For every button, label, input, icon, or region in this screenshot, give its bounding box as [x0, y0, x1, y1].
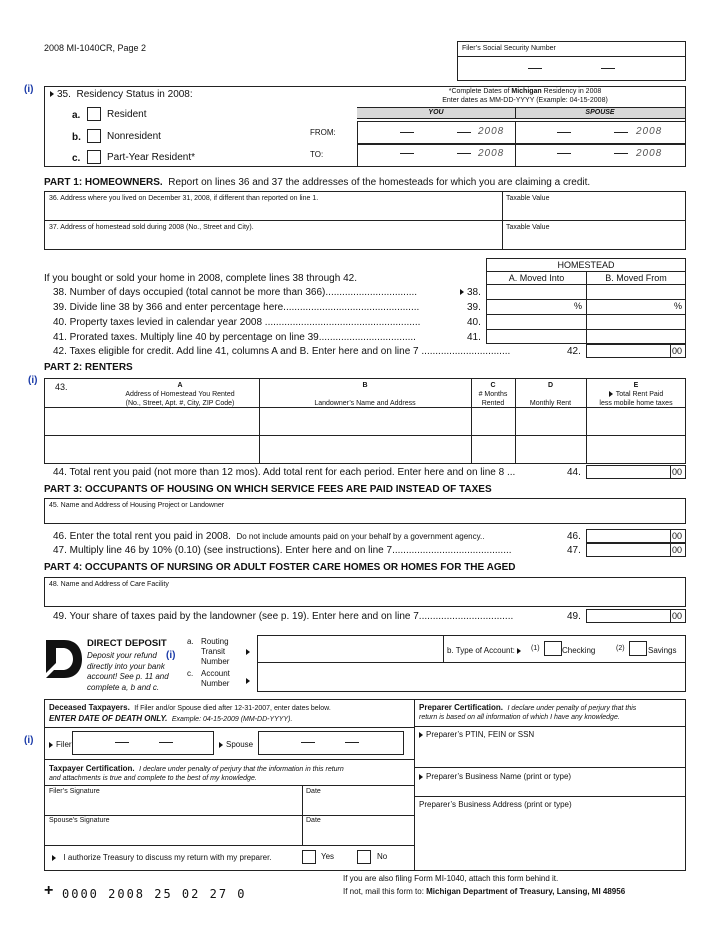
resident-checkbox[interactable] [87, 107, 101, 121]
residency-label: 35. Residency Status in 2008: [50, 89, 193, 100]
line46-cents: 00 [672, 531, 683, 541]
homestead-columns [486, 271, 686, 285]
preparer-ptin-label: Preparer’s PTIN, FEIN or SSN [419, 730, 534, 739]
line47-num: 47. [567, 545, 581, 556]
col-b-header: B Landowner’s Name and Address [314, 382, 416, 407]
line42-label: 42. Taxes eligible for credit. Add line 41, columns A and B. Enter here and on line 7 ................................ [53, 346, 511, 357]
line44-num: 44. [567, 467, 581, 478]
resident-label: Resident [107, 109, 147, 120]
line42-amount[interactable] [586, 344, 686, 358]
line44-label: 44. Total rent you paid (not more than 12 mos). Add total rent for each period. Enter here and on line 8 ... [53, 467, 516, 478]
deceased-enter: ENTER DATE OF DEATH ONLY. Example: 04-15-2009 (MM-DD-YYYY). [49, 714, 293, 723]
line37-box[interactable] [44, 220, 686, 250]
ssn-label: Filer’s Social Security Number [462, 45, 556, 52]
part4-heading: PART 4: OCCUPANTS OF NURSING OR ADULT FOSTER CARE HOMES OR HOMES FOR THE AGED [44, 562, 516, 573]
col-a-header: A Address of Homestead You Rented (No., Street, Apt. #, City, ZIP Code) [125, 382, 235, 407]
nonresident-label: Nonresident [107, 131, 161, 142]
homestead-grid[interactable] [486, 284, 686, 344]
spouse-header: SPOUSE [585, 109, 615, 116]
preparer-address-field[interactable] [415, 810, 685, 870]
ssn-box[interactable] [457, 41, 686, 81]
col-e-header: E Total Rent Paid less mobile home taxes [599, 382, 673, 407]
routing-letter: a. [187, 637, 194, 646]
line39-num: 39. [467, 302, 481, 313]
routing-label: Routing Transit Number [201, 637, 230, 666]
line49-label: 49. Your share of taxes paid by the landowner (see p. 19). Enter here and on line 7.................................. [53, 611, 514, 622]
line44-amount[interactable] [586, 465, 686, 479]
line47-label: 47. Multiply line 46 by 10% (0.10) (see instructions). Enter here and on line 7........................................... [53, 545, 512, 556]
savings-checkbox[interactable] [629, 641, 647, 656]
deceased-filer-label: Filer [49, 740, 72, 749]
footer-note-mail: If not, mail this form to: Michigan Department of Treasury, Lansing, MI 48956 [343, 887, 626, 896]
direct-deposit-logo-icon [44, 638, 84, 680]
authorize-yes-checkbox[interactable] [302, 850, 316, 864]
residency-note: *Complete Dates of Michigan Residency in 2008 [448, 88, 602, 95]
taxpayer-cert-text: and attachments is true and complete to the best of my knowledge. [49, 775, 257, 782]
line37-label: 37. Address of homestead sold during 2008 (No., Street and City). [49, 224, 254, 231]
part1-heading: PART 1: HOMEOWNERS. Report on lines 36 and 37 the addresses of the homesteads for which you are claiming a credit. [44, 177, 591, 188]
line45-label: 45. Name and Address of Housing Project or Landowner [49, 502, 225, 509]
line39-a-pct: % [574, 301, 583, 311]
account-type-label: b. Type of Account: [447, 646, 524, 655]
line48-box[interactable] [44, 577, 686, 607]
authorize-yes-label: Yes [321, 852, 335, 861]
account-number-input[interactable] [257, 662, 686, 692]
moved-from-header: B. Moved From [605, 273, 667, 283]
col-c-header: C # Months Rented [478, 382, 508, 407]
line47-cents: 00 [672, 545, 683, 555]
line36-box[interactable] [44, 191, 686, 221]
routing-number-input[interactable] [257, 635, 444, 663]
deceased-spouse-label: Spouse [219, 740, 253, 749]
preparer-cert-text: return is based on all information of which I have any knowledge. [419, 714, 620, 721]
spouse-death-date[interactable] [258, 731, 404, 755]
line36-taxable-label: Taxable Value [506, 195, 550, 202]
line49-num: 49. [567, 611, 581, 622]
account-label: Account Number [201, 669, 230, 688]
col-d-header: D Monthly Rent [529, 382, 572, 407]
line40-num: 40. [467, 317, 481, 328]
info-mark: (i) [166, 650, 176, 661]
line49-cents: 00 [672, 611, 683, 621]
renters-table [44, 378, 686, 464]
page-header-title: 2008 MI-1040CR, Page 2 [44, 43, 147, 53]
line46-num: 46. [567, 531, 581, 542]
part-year-label: Part-Year Resident* [107, 152, 196, 163]
line43-num: 43. [55, 382, 68, 392]
authorize-no-checkbox[interactable] [357, 850, 371, 864]
spouse-signature-field[interactable] [45, 825, 301, 843]
line41-label: 41. Prorated taxes. Multiply line 40 by percentage on line 39................................... [53, 332, 416, 343]
renter-row-1[interactable] [45, 408, 685, 435]
checking-option-num: (1) [531, 645, 540, 652]
line45-box[interactable] [44, 498, 686, 524]
info-mark: (i) [24, 735, 34, 746]
part2-heading: PART 2: RENTERS [44, 362, 133, 373]
line47-amount[interactable] [586, 543, 686, 557]
line39-b-pct: % [674, 301, 683, 311]
checking-checkbox[interactable] [544, 641, 562, 656]
line38-label: 38. Number of days occupied (total cannot be more than 366)................................. [53, 287, 418, 298]
info-mark: (i) [24, 84, 34, 95]
homestead-header: HOMESTEAD [486, 258, 686, 272]
spouse-date-label: Date [306, 817, 321, 824]
line46-amount[interactable] [586, 529, 686, 543]
preparer-address-label: Preparer’s Business Address (print or type) [419, 800, 572, 809]
option-c-letter: c. [72, 153, 81, 164]
line42-num: 42. [567, 346, 581, 357]
filer-date-label: Date [306, 788, 321, 795]
line42-cents: 00 [672, 346, 683, 356]
to-spouse-year: 2008 [636, 148, 663, 159]
filer-death-date[interactable] [72, 731, 214, 755]
spouse-signature-label: Spouse’s Signature [49, 817, 110, 824]
residency-date-format: Enter dates as MM-DD-YYYY (Example: 04-15-2008) [442, 97, 608, 104]
line39-label: 39. Divide line 38 by 366 and enter percentage here................................................. [53, 302, 420, 313]
savings-option-num: (2) [616, 645, 625, 652]
part1-intro: If you bought or sold your home in 2008, complete lines 38 through 42. [44, 273, 357, 284]
account-letter: c. [187, 669, 194, 678]
line44-cents: 00 [672, 467, 683, 477]
authorize-no-label: No [377, 852, 388, 861]
preparer-business-field[interactable] [415, 782, 685, 796]
preparer-ptin-field[interactable] [415, 740, 685, 766]
preparer-cert-title: Preparer Certification. I declare under penalty of perjury that this [419, 703, 637, 712]
footer-plus: + [44, 882, 54, 899]
filer-signature-label: Filer’s Signature [49, 788, 100, 795]
from-spouse-year: 2008 [636, 126, 663, 137]
nonresident-checkbox[interactable] [87, 129, 101, 143]
line36-label: 36. Address where you lived on December 31, 2008, if different than reported on line 1. [49, 195, 319, 202]
direct-deposit-desc: Deposit your refund directly into your bank account! See p. 11 and complete a, b and c. [87, 651, 169, 692]
option-a-letter: a. [72, 110, 81, 121]
info-mark: (i) [28, 375, 38, 386]
preparer-business-label: Preparer’s Business Name (print or type) [419, 772, 571, 781]
part3-heading: PART 3: OCCUPANTS OF HOUSING ON WHICH SERVICE FEES ARE PAID INSTEAD OF TAXES [44, 484, 492, 495]
option-b-letter: b. [72, 132, 81, 143]
form-code: 0000 2008 25 02 27 0 [62, 887, 247, 901]
part-year-checkbox[interactable] [87, 150, 101, 164]
line40-label: 40. Property taxes levied in calendar year 2008 ........................................................ [53, 317, 421, 328]
line38-num: 38. [460, 287, 481, 298]
authorize-label: I authorize Treasury to discuss my return with my preparer. [52, 853, 272, 862]
moved-into-header: A. Moved Into [508, 273, 565, 283]
you-header: YOU [428, 109, 444, 116]
line46-label: 46. Enter the total rent you paid in 2008. Do not include amounts paid on your behalf by a government agency.. [53, 531, 485, 542]
footer-note-attach: If you are also filing Form MI-1040, attach this form behind it. [343, 874, 559, 883]
line41-num: 41. [467, 332, 481, 343]
line49-amount[interactable] [586, 609, 686, 623]
taxpayer-cert-title: Taxpayer Certification. I declare under penalty of perjury that the information in this return [49, 764, 344, 773]
line37-taxable-label: Taxable Value [506, 224, 550, 231]
line48-label: 48. Name and Address of Care Facility [49, 581, 169, 588]
filer-signature-field[interactable] [45, 796, 301, 814]
from-label: FROM: [310, 128, 336, 137]
renter-row-2[interactable] [45, 436, 685, 463]
to-label: TO: [310, 150, 324, 159]
to-you-year: 2008 [478, 148, 505, 159]
deceased-title: Deceased Taxpayers. If Filer and/or Spouse died after 12-31-2007, enter dates below. [49, 703, 331, 712]
savings-label: Savings [648, 646, 677, 655]
checking-label: Checking [562, 646, 596, 655]
from-you-year: 2008 [478, 126, 505, 137]
direct-deposit-title: DIRECT DEPOSIT [87, 638, 167, 649]
